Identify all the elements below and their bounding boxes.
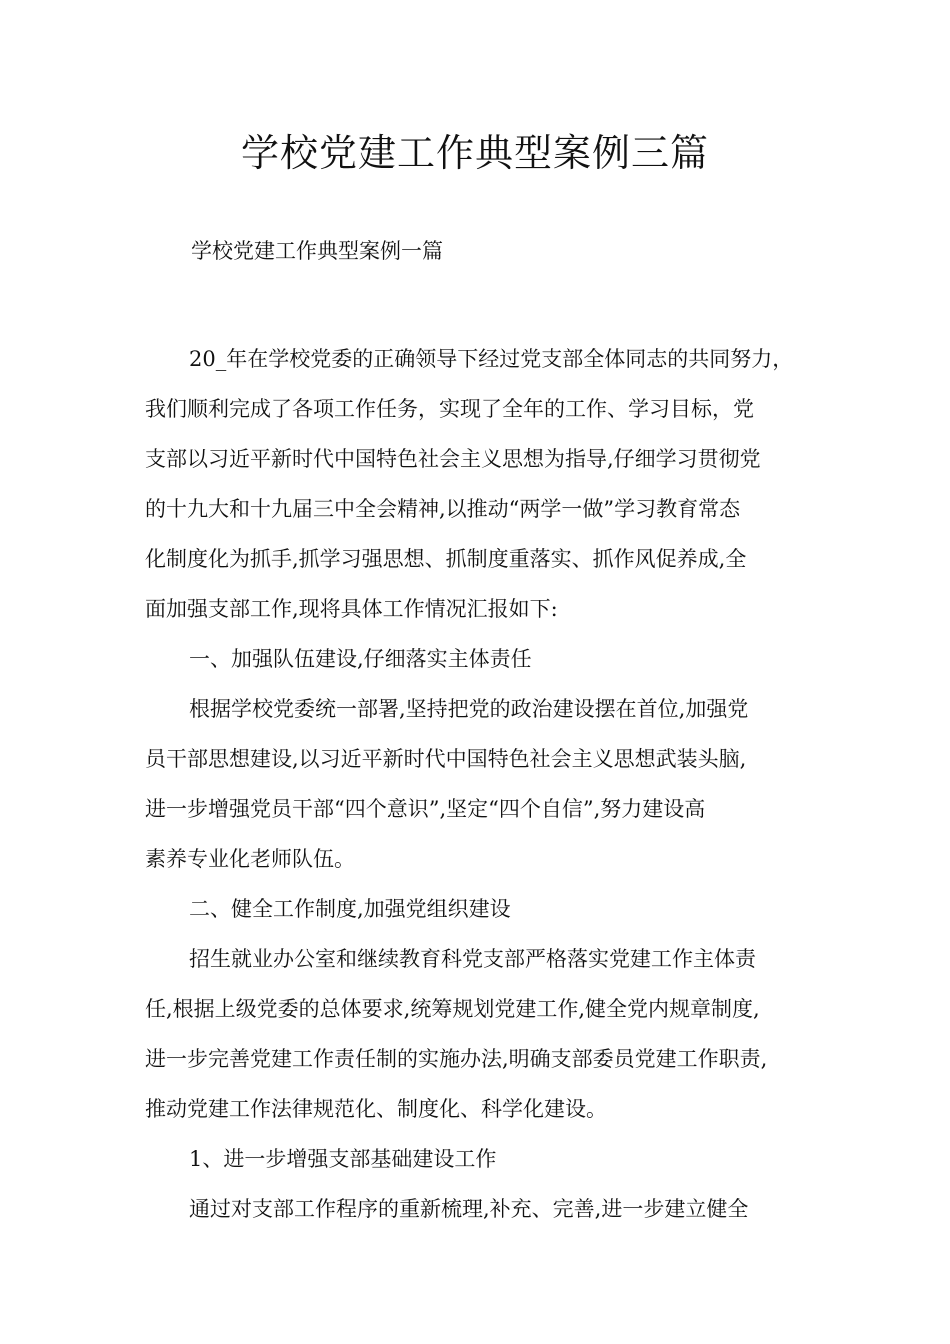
text-line: 我们顺利完成了各项工作任务，实现了全年的工作、学习目标，党 xyxy=(145,397,754,421)
text-line: 的十九大和十九届三中全会精神,以推动“两学一做”学习教育常态 xyxy=(145,497,741,521)
text-line: 支部以习近平新时代中国特色社会主义思想为指导,仔细学习贯彻党 xyxy=(145,447,761,471)
section-subtitle: 学校党建工作典型案例一篇 xyxy=(191,239,443,263)
text-line: 化制度化为抓手,抓学习强思想、抓制度重落实、抓作风促养成,全 xyxy=(145,547,747,571)
text-line: 进一步完善党建工作责任制的实施办法,明确支部委员党建工作职责, xyxy=(145,1047,768,1071)
text-line: 面加强支部工作,现将具体工作情况汇报如下: xyxy=(145,597,558,621)
text-line: 素养专业化老师队伍。 xyxy=(145,847,355,871)
text-line: 任,根据上级党委的总体要求,统筹规划党建工作,健全党内规章制度, xyxy=(145,997,760,1021)
text-line: 通过对支部工作程序的重新梳理,补充、完善,进一步建立健全 xyxy=(189,1197,749,1221)
text-line: 进一步增强党员干部“四个意识”,坚定“四个自信”,努力建设高 xyxy=(145,797,706,821)
text-line: 一、加强队伍建设,仔细落实主体责任 xyxy=(189,647,532,671)
body-text xyxy=(145,334,821,1234)
text-line: 1、进一步增强支部基础建设工作 xyxy=(189,1147,497,1171)
text-line: 20_年在学校党委的正确领导下经过党支部全体同志的共同努力， xyxy=(189,347,794,371)
text-line: 员干部思想建设,以习近平新时代中国特色社会主义思想武装头脑, xyxy=(145,747,747,771)
text-line: 二、健全工作制度,加强党组织建设 xyxy=(189,897,511,921)
text-line: 招生就业办公室和继续教育科党支部严格落实党建工作主体责 xyxy=(189,947,756,971)
text-line: 根据学校党委统一部署,坚持把党的政治建设摆在首位,加强党 xyxy=(189,697,749,721)
document-title: 学校党建工作典型案例三篇 xyxy=(240,131,709,175)
text-line: 推动党建工作法律规范化、制度化、科学化建设。 xyxy=(145,1097,607,1121)
